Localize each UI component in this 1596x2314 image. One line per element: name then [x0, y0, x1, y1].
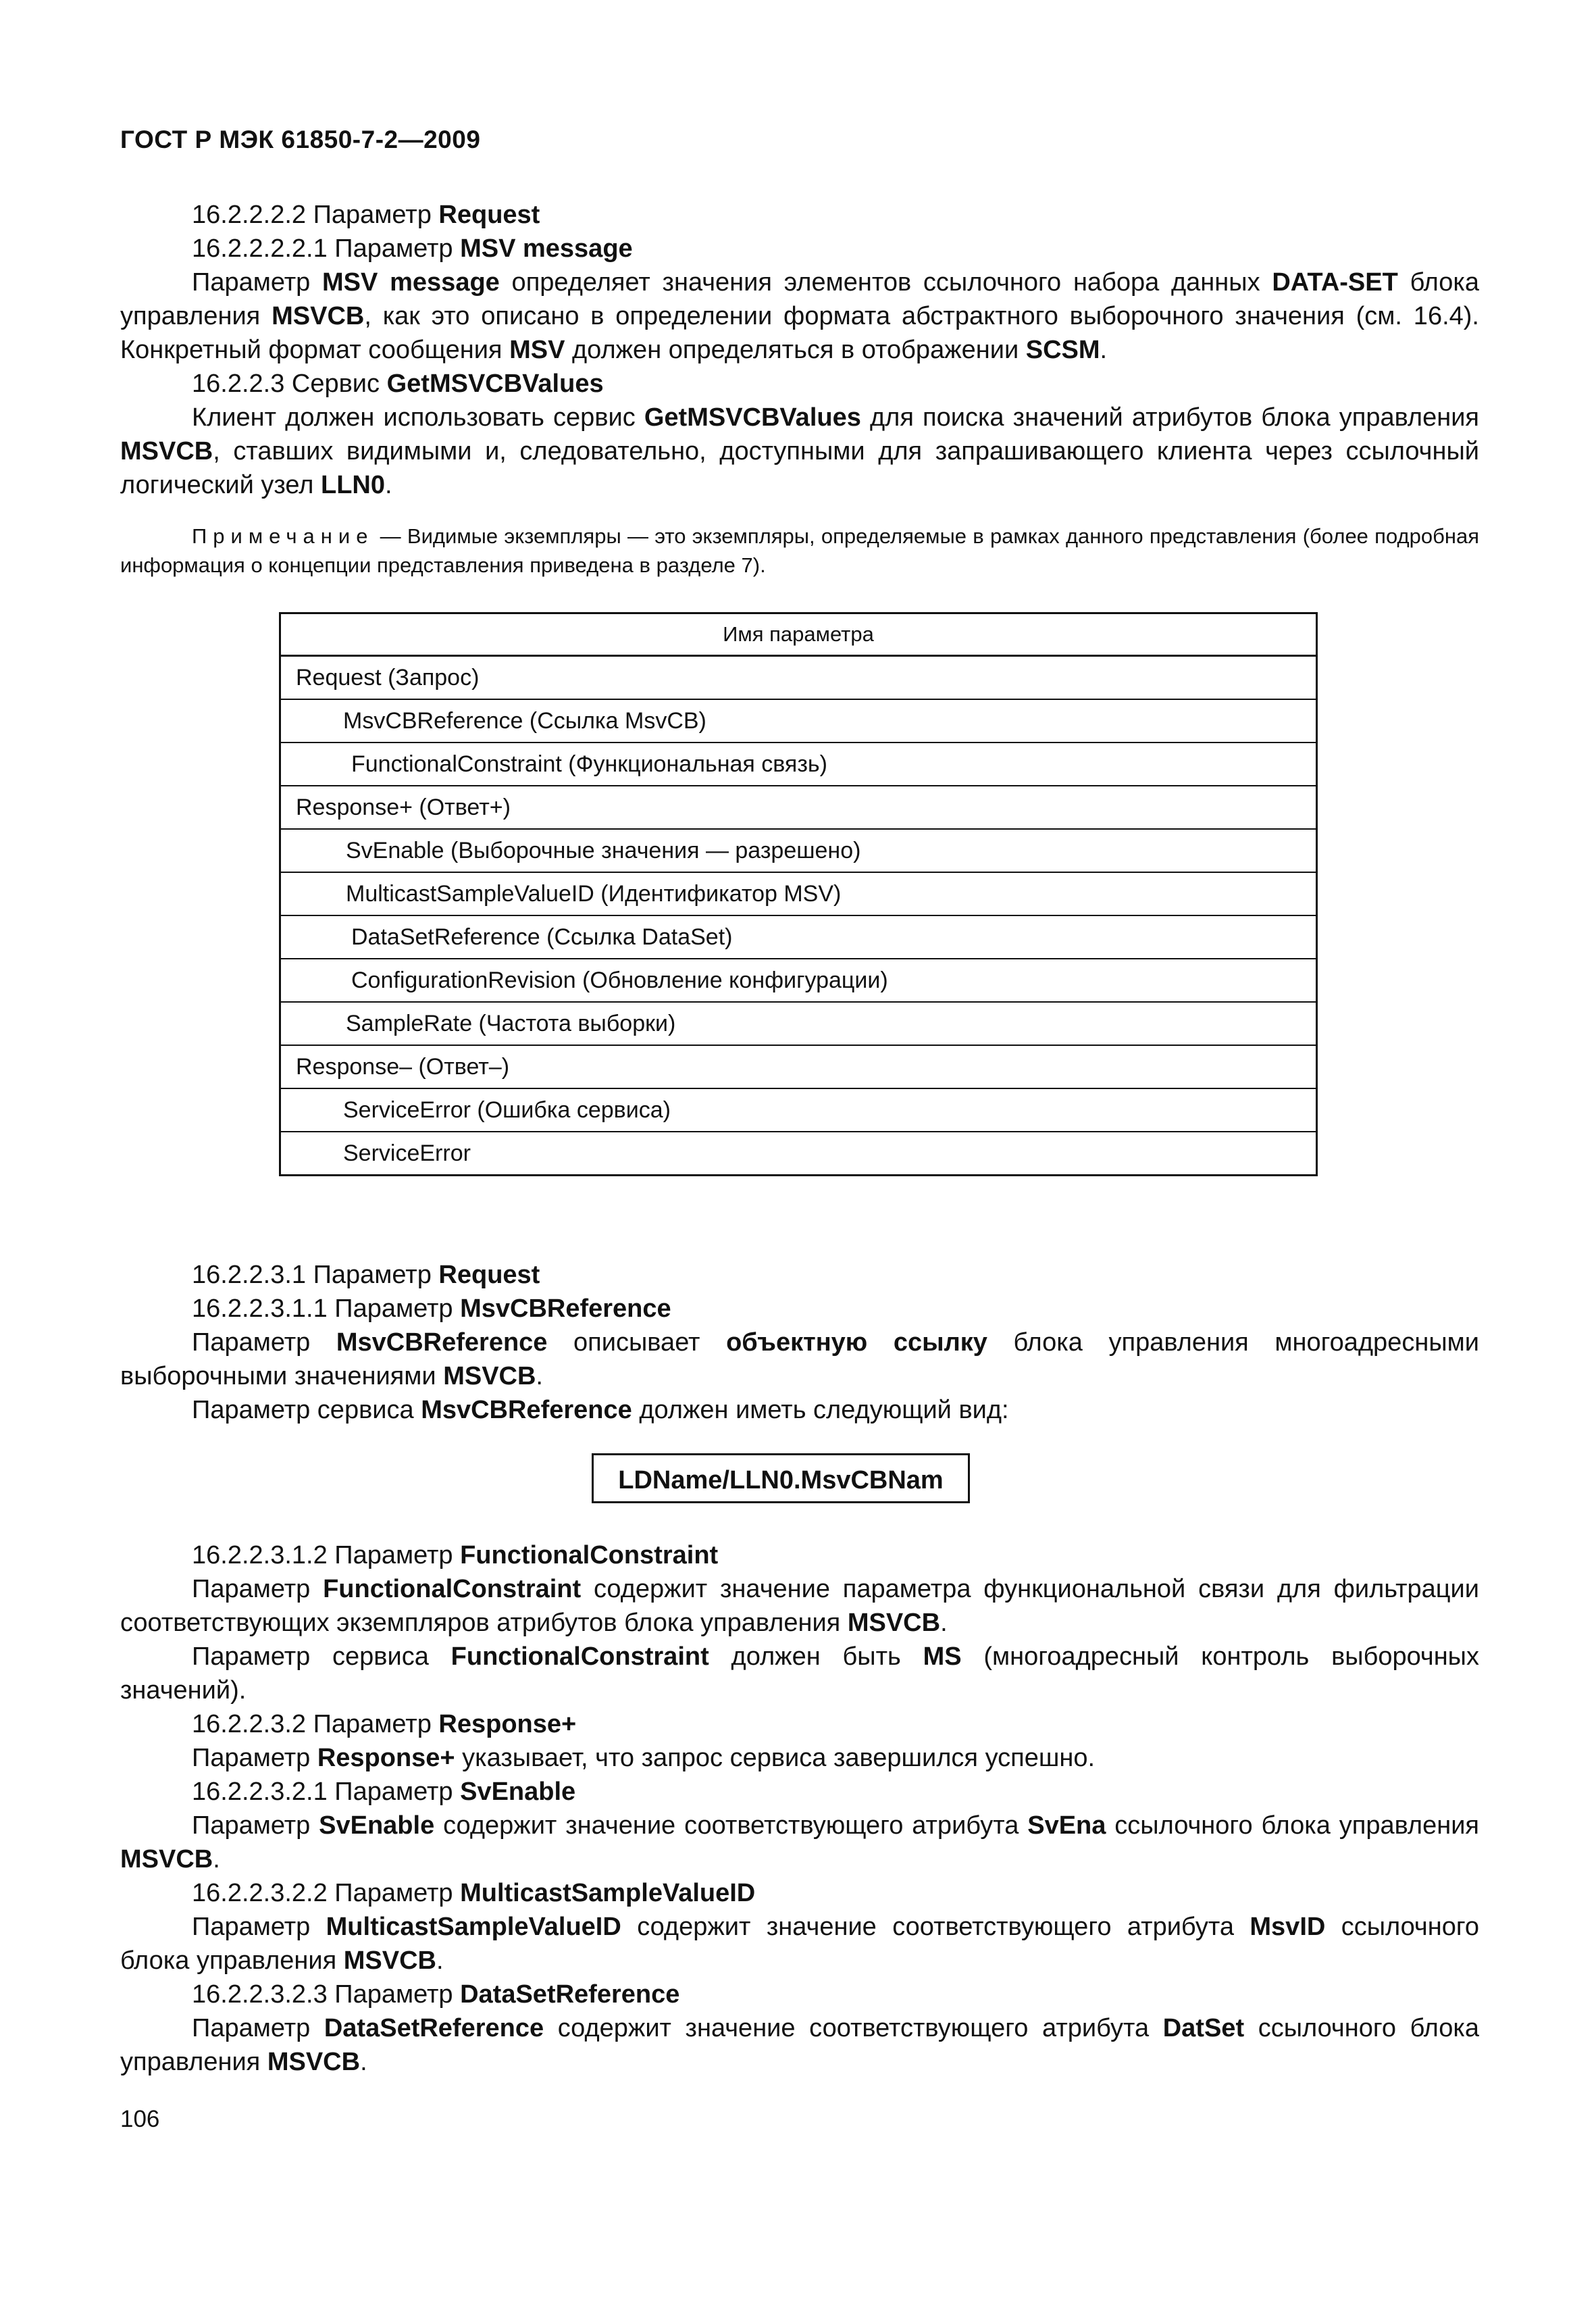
table-header: Имя параметра	[280, 613, 1317, 656]
table-row: Response– (Ответ–)	[280, 1045, 1317, 1088]
note-block	[120, 522, 1479, 580]
table-row: SvEnable (Выборочные значения — разрешено)	[280, 829, 1317, 872]
section-heading: 16.2.2.2.2 Параметр Request	[192, 201, 540, 229]
paragraph: Параметр MSV message определяет значения элементов ссылочного набора данных DATA-SET блока управления MSVCB, как это описано в определении формата абстрактного выборочного значения (см. 16.4). Конкретный формат сообщения MSV должен определяться в отображении SCSM.	[120, 268, 1479, 364]
table-row: ConfigurationRevision (Обновление конфигурации)	[280, 959, 1317, 1002]
page-number: 106	[120, 2106, 160, 2132]
paragraph: Параметр Response+ указывает, что запрос сервиса завершился успешно.	[192, 1744, 1096, 1772]
section-heading: 16.2.2.3.1.1 Параметр MsvCBReference	[192, 1294, 671, 1323]
text-block-top	[120, 198, 1479, 502]
paragraph: Параметр SvEnable содержит значение соответствующего атрибута SvEna ссылочного блока управления MSVCB.	[120, 1811, 1479, 1873]
section-heading: 16.2.2.3.2 Параметр Response+	[192, 1710, 577, 1738]
table-row: DataSetReference (Ссылка DataSet)	[280, 915, 1317, 959]
text-block-bottom	[120, 1538, 1479, 2079]
reference-format-box: LDName/LLN0.MsvCBNam	[592, 1453, 970, 1503]
paragraph: Параметр DataSetReference содержит значение соответствующего атрибута DatSet ссылочного блока управления MSVCB.	[120, 2014, 1479, 2076]
table-row: FunctionalConstraint (Функциональная связь)	[280, 743, 1317, 786]
section-heading: 16.2.2.3.1 Параметр Request	[192, 1261, 540, 1289]
table-row: Request (Запрос)	[280, 656, 1317, 700]
paragraph: Параметр сервиса FunctionalConstraint должен быть MS (многоадресный контроль выборочных значений).	[120, 1642, 1479, 1705]
section-heading: 16.2.2.3.2.2 Параметр MulticastSampleValueID	[192, 1879, 756, 1907]
paragraph: Параметр MsvCBReference описывает объектную ссылку блока управления многоадресными выборочными значениями MSVCB.	[120, 1328, 1479, 1390]
table-row: ServiceError	[280, 1132, 1317, 1176]
paragraph: Параметр FunctionalConstraint содержит значение параметра функциональной связи для фильтрации соответствующих экземпляров атрибутов блока управления MSVCB.	[120, 1575, 1479, 1637]
paragraph: Параметр сервиса MsvCBReference должен иметь следующий вид:	[192, 1396, 1009, 1424]
section-heading: 16.2.2.3.2.1 Параметр SvEnable	[192, 1778, 576, 1806]
document-header: ГОСТ Р МЭК 61850-7-2—2009	[120, 126, 481, 153]
table-row: MulticastSampleValueID (Идентификатор MSV)	[280, 872, 1317, 915]
section-heading: 16.2.2.2.2.1 Параметр MSV message	[192, 234, 633, 263]
table-row: ServiceError (Ошибка сервиса)	[280, 1088, 1317, 1132]
table-row: MsvCBReference (Ссылка MsvCB)	[280, 699, 1317, 743]
parameter-table	[279, 612, 1318, 1176]
section-heading: 16.2.2.3.2.3 Параметр DataSetReference	[192, 1980, 680, 2009]
paragraph: Клиент должен использовать сервис GetMSVCBValues для поиска значений атрибутов блока управления MSVCB, ставших видимыми и, следовательно, доступными для запрашивающего клиента через ссылочный логический узел LLN0.	[120, 403, 1480, 499]
table-row: SampleRate (Частота выборки)	[280, 1002, 1317, 1045]
note-label: Примечание	[192, 524, 374, 548]
table-row: Response+ (Ответ+)	[280, 786, 1317, 829]
section-heading: 16.2.2.3.1.2 Параметр FunctionalConstraint	[192, 1541, 719, 1569]
text-block-middle	[120, 1258, 1479, 1427]
paragraph: Параметр MulticastSampleValueID содержит значение соответствующего атрибута MsvID ссылочного блока управления MSVCB.	[120, 1913, 1479, 1975]
note-text: — Видимые экземпляры — это экземпляры, определяемые в рамках данного представления (более подробная информация о концепции представления приведена в разделе 7).	[120, 524, 1479, 577]
section-heading: 16.2.2.3 Сервис GetMSVCBValues	[192, 370, 604, 398]
